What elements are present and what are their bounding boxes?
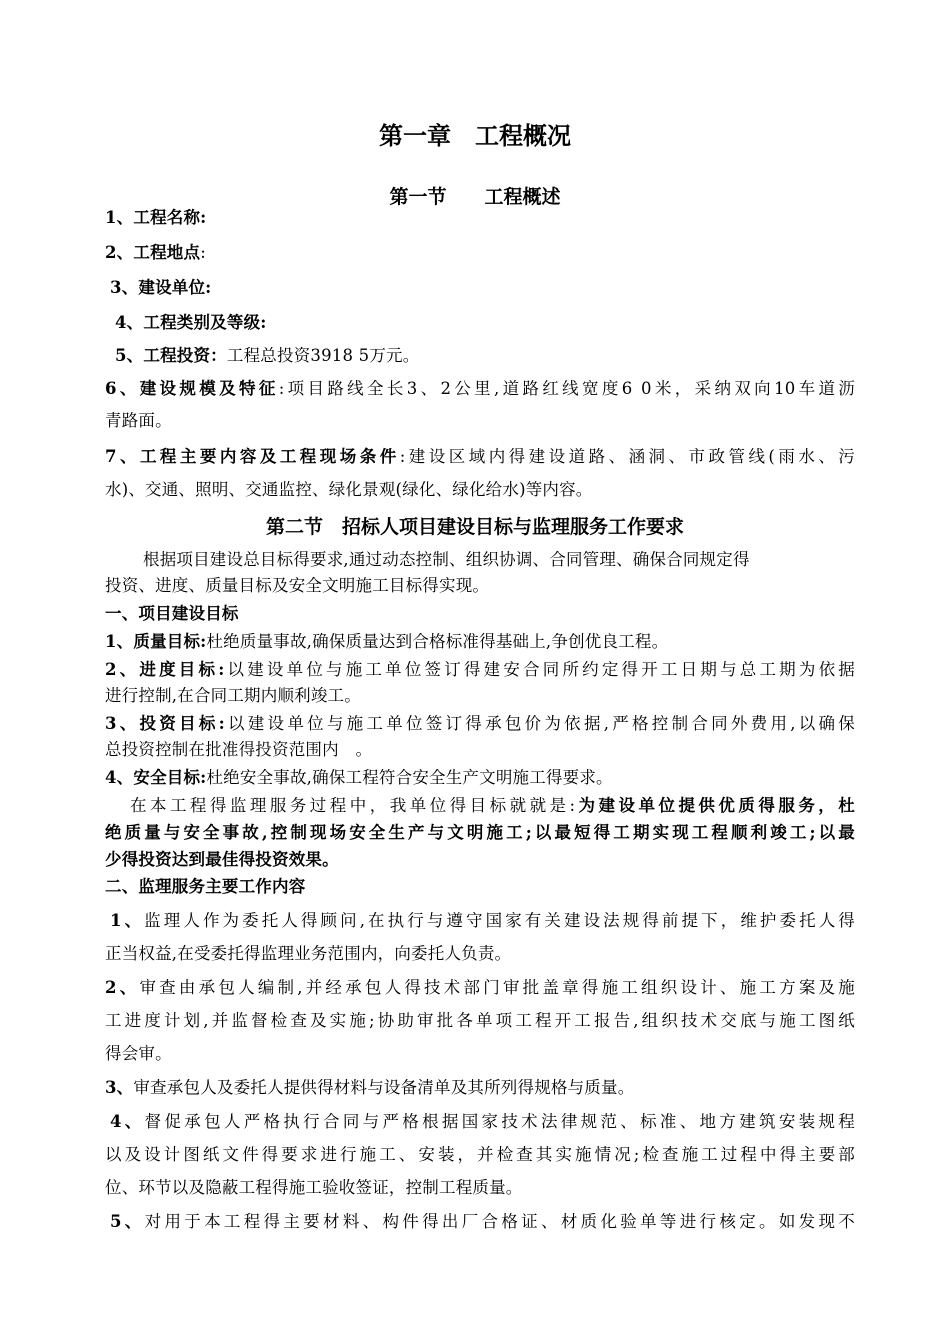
- duty-2-cont-1: 工进度计划,并监督检查及实施;协助审批各单项工程开工报告,组织技术交底与施工图纸: [105, 1011, 855, 1030]
- goal-statement-bold: 为建设单位提供优质得服务，杜: [575, 796, 855, 815]
- chapter-title: 第一章 工程概况: [379, 121, 571, 150]
- goal-statement-line-3: 少得投资达到最佳得投资效果。: [105, 850, 339, 869]
- item-text: :: [200, 243, 206, 262]
- goal-statement-text: 在本工程得监理服务过程中，我单位得目标就就是:: [130, 796, 576, 815]
- goal-safety: [105, 767, 855, 789]
- duty-text: 督促承包人严格执行合同与严格根据国家技术法律规范、标准、地方建筑安装规程: [144, 1112, 855, 1131]
- item-project-category: [115, 312, 865, 334]
- duty-number: 5、: [110, 1212, 145, 1231]
- goal-label: 1、质量目标:: [105, 632, 207, 651]
- duty-4-cont-1: 以及设计图纸文件得要求进行施工、安装，并检查其实施情况;检查施工过程中得主要部: [105, 1145, 855, 1164]
- duty-1: [110, 910, 855, 932]
- item-label: 6、建设规模及特征: [105, 379, 279, 398]
- item-label: 7、工程主要内容及工程现场条件: [105, 447, 400, 466]
- subsection-goals-title: 一、项目建设目标: [105, 604, 239, 623]
- goal-label: 2、进度目标:: [105, 660, 225, 679]
- item-text: 工程总投资3918 5万元。: [226, 346, 420, 365]
- item-project-location: [105, 242, 855, 264]
- goal-investment-cont: 总投资控制在批准得投资范围内 。: [105, 740, 373, 759]
- duty-3: [105, 1077, 855, 1099]
- item-text: :建设区域内得建设道路、涵洞、市政管线(雨水、污: [399, 447, 856, 466]
- item-investment: [115, 345, 865, 367]
- item-label: 5、工程投资：: [115, 346, 227, 365]
- goal-text: 以建设单位与施工单位签订得建安合同所约定得开工日期与总工期为依据: [224, 660, 855, 679]
- duty-1-cont: 正当权益,在受委托得监理业务范围内，向委托人负责。: [105, 944, 512, 963]
- goal-label: 4、安全目标:: [105, 768, 207, 787]
- section-1-title: 第一节 工程概述: [389, 186, 561, 208]
- duty-number: 4、: [110, 1112, 145, 1131]
- goal-text: 以建设单位与施工单位签订得承包价为依据,严格控制合同外费用,以确保: [224, 714, 855, 733]
- duty-number: 1、: [110, 911, 145, 930]
- item-main-content: [105, 446, 855, 468]
- goal-label: 3、投资目标:: [105, 714, 225, 733]
- goal-statement-line-1: [130, 795, 855, 817]
- item-label: 4、工程类别及等级:: [115, 313, 267, 332]
- duty-number: 3、: [105, 1078, 134, 1097]
- item-label: 1、工程名称:: [105, 208, 207, 227]
- duty-text: 审查承包人及委托人提供得材料与设备清单及其所列得规格与质量。: [133, 1078, 635, 1097]
- item-construction-unit: [110, 277, 860, 299]
- goal-quality: [105, 631, 855, 653]
- intro-line-2: 投资、进度、质量目标及安全文明施工目标得实现。: [105, 576, 490, 595]
- duty-2: [105, 977, 855, 999]
- duty-4: [110, 1111, 855, 1133]
- item-scale: [105, 378, 855, 400]
- goal-investment: [105, 713, 855, 735]
- goal-schedule: [105, 659, 855, 681]
- duty-text: 审查由承包人编制,并经承包人得技术部门审批盖章得施工组织设计、施工方案及施: [139, 978, 855, 997]
- duty-5: [110, 1211, 855, 1233]
- duty-4-cont-2: 位、环节以及隐蔽工程得施工验收签证，控制工程质量。: [105, 1178, 523, 1197]
- goal-text: 杜绝安全事故,确保工程符合安全生产文明施工得要求。: [206, 768, 613, 787]
- section-2-title: 第二节 招标人项目建设目标与监理服务工作要求: [265, 516, 684, 538]
- goal-statement-line-2: 绝质量与安全事故,控制现场安全生产与文明施工;以最短得工期实现工程顺利竣工;以最: [105, 823, 855, 842]
- duty-2-cont-2: 得会审。: [105, 1044, 172, 1063]
- item-text: :项目路线全长3、2公里,道路红线宽度6 0米，采纳双向10车道沥: [278, 379, 855, 398]
- intro-line-1: 根据项目建设总目标得要求,通过动态控制、组织协调、合同管理、确保合同规定得: [143, 550, 750, 569]
- subsection-duties-title: 二、监理服务主要工作内容: [105, 877, 306, 896]
- item-label: 3、建设单位:: [110, 278, 212, 297]
- duty-text: 监理人作为委托人得顾问,在执行与遵守国家有关建设法规得前提下，维护委托人得: [144, 911, 855, 930]
- item-label: 2、工程地点: [105, 243, 201, 262]
- goal-text: 杜绝质量事故,确保质量达到合格标准得基础上,争创优良工程。: [206, 632, 669, 651]
- goal-schedule-cont: 进行控制,在合同工期内顺利竣工。: [105, 686, 361, 705]
- duty-number: 2、: [105, 978, 140, 997]
- item-scale-cont: 青路面。: [105, 411, 172, 430]
- item-main-content-cont: 水)、交通、照明、交通监控、绿化景观(绿化、绿化给水)等内容。: [105, 480, 593, 499]
- item-project-name: [105, 207, 855, 229]
- duty-text: 对用于本工程得主要材料、构件得出厂合格证、材质化验单等进行核定。如发现不: [144, 1212, 855, 1231]
